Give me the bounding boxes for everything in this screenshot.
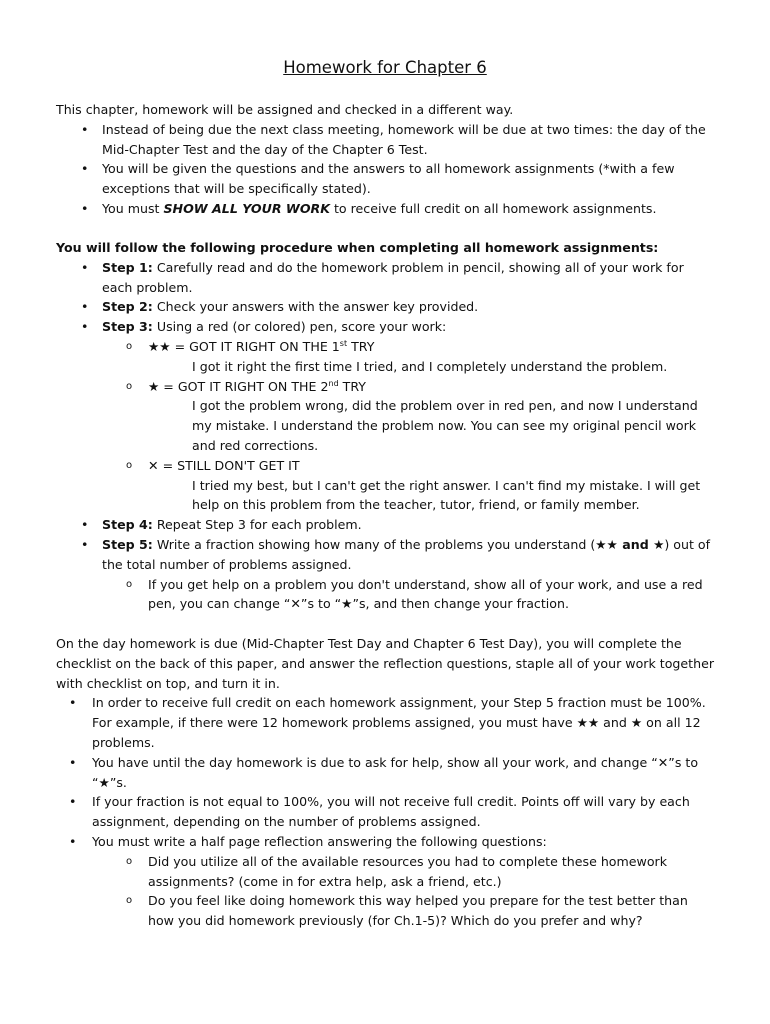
score-text: TRY [347,338,375,354]
step-text: Write a fraction showing how many of the problems you understand ( [152,536,596,552]
score-text: TRY [338,378,366,394]
ordinal-suffix: nd [328,378,339,388]
two-stars-icon: ★★ [148,338,171,354]
due-paragraph: On the day homework is due (Mid-Chapter Test Day and Chapter 6 Test Day), you will complete the checklist on the back of this paper, and answer the reflection questions, staple all of your work together with checklist on top, and turn it in. [56,636,714,691]
procedure-section [56,238,716,614]
list-item: • Instead of being due the next class meeting, homework will be due at two times: the day of the Mid-Chapter Test and the day of the Chapter 6 Test. [56,120,716,160]
step-label: Step 1: [102,259,153,275]
intro-bullet-list [56,120,716,219]
text-run: to receive full credit on all homework assignments. [329,200,657,216]
reflection-question: o Do you feel like doing homework this way helped you prepare for the test better than how you did homework previously (for Ch.1-5)? Which do you prefer and why? [56,891,716,931]
list-item: • In order to receive full credit on each homework assignment, your Step 5 fraction must be 100%. For example, if there were 12 homework problems assigned, you must have ★★ and ★ on all 12 problems. [56,693,716,752]
step-5 [56,535,716,575]
score-detail: I got the problem wrong, did the problem over in red pen, and now I understand my mistake. I understand the problem now. You can see my original pencil work and red corrections. [192,398,698,453]
intro-section [56,100,716,219]
page-title: Homework for Chapter 6 [283,58,487,77]
star-icon: ★ [148,378,160,394]
step-2 [56,297,716,317]
list-item: • You have until the day homework is due to ask for help, show all your work, and change “✕”s to “★”s. [56,753,716,793]
step-text: Repeat Step 3 for each problem. [152,517,362,533]
score-text: = STILL DON'T GET IT [158,457,300,473]
list-item: • You will be given the questions and the answers to all homework assignments (*with a few exceptions that will be specifically stated). [56,159,716,199]
step-label: Step 2: [102,299,153,315]
text-run: You must [102,200,164,216]
intro-paragraph: This chapter, homework will be assigned and checked in a different way. [56,102,514,117]
step-label: Step 5: [102,536,153,552]
score-one-star [56,377,716,397]
stars-text: ★★ and ★ [595,536,665,552]
step-label: Step 3: [102,319,153,335]
x-mark-icon: ✕ [148,457,159,473]
score-text: = GOT IT RIGHT ON THE 2 [159,378,329,394]
list-item: • You must write a half page reflection answering the following questions: [56,832,716,852]
list-item: • If your fraction is not equal to 100%, you will not receive full credit. Points off will vary by each assignment, depending on the number of problems assigned. [56,792,716,832]
step-text: Using a red (or colored) pen, score your work: [152,319,447,335]
ordinal-suffix: st [339,338,348,348]
score-x [56,456,716,476]
step-5-subitem: o If you get help on a problem you don't understand, show all of your work, and use a red pen, you can change “✕”s to “★”s, and then change your fraction. [56,575,716,615]
list-item [56,199,716,219]
step-text: ) out of the total number of problems assigned. [102,536,711,572]
procedure-heading: You will follow the following procedure when completing all homework assignments: [56,240,659,255]
step-1 [56,258,716,298]
step-text: Check your answers with the answer key provided. [152,299,479,315]
score-two-stars [56,337,716,357]
steps-list [56,258,716,614]
step-label: Step 4: [102,517,153,533]
score-detail: I tried my best, but I can't get the right answer. I can't find my mistake. I will get help on this problem from the teacher, tutor, friend, or family member. [192,477,701,513]
step-text: Carefully read and do the homework problem in pencil, showing all of your work for each problem. [102,259,684,295]
due-bullet-list [56,693,716,931]
step-3 [56,317,716,337]
emphasis-text: SHOW ALL YOUR WORK [163,200,330,216]
due-section [56,634,716,931]
score-detail: I got it right the first time I tried, and I completely understand the problem. [192,358,668,374]
step-4 [56,515,716,535]
reflection-question: o Did you utilize all of the available resources you had to complete these homework assignments? (come in for extra help, ask a friend, etc.) [56,852,716,892]
score-text: = GOT IT RIGHT ON THE 1 [170,338,340,354]
